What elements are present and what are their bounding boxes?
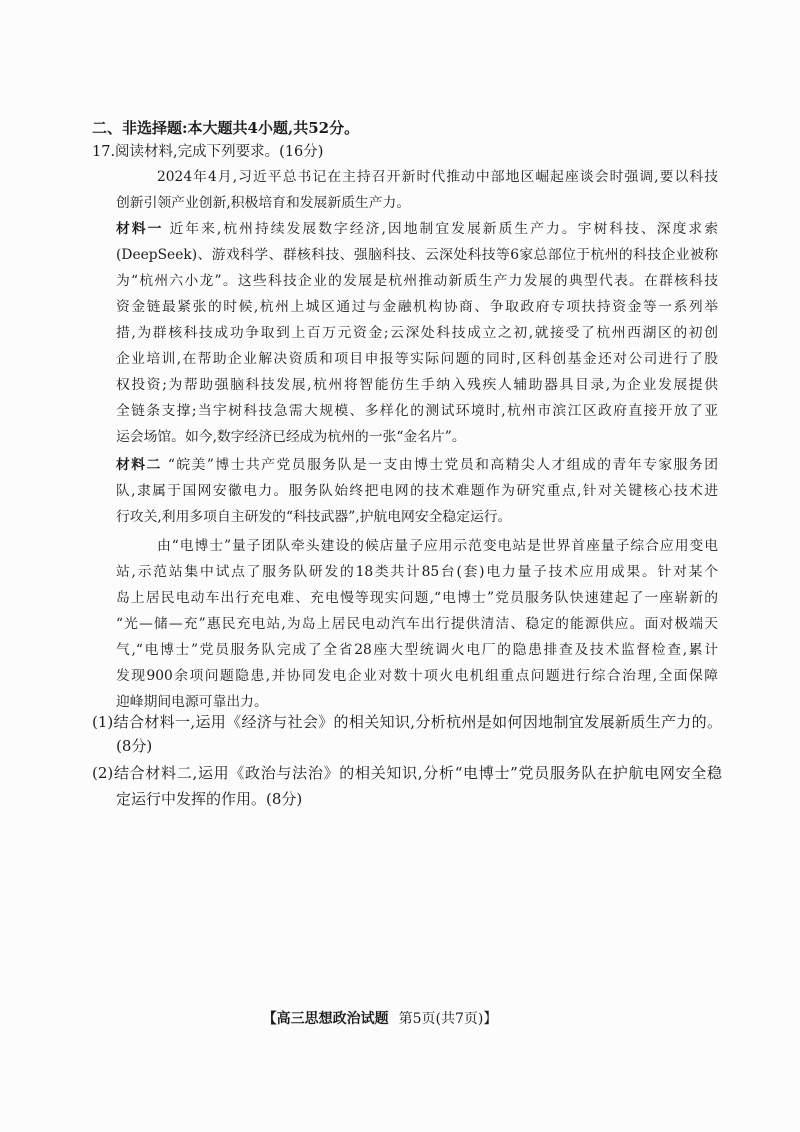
material-2-continuation-paragraph [116, 533, 718, 715]
paragraph-line: 由“电博士”量子团队牵头建设的候店量子应用示范变电站是世界首座量子综合应用变电 [157, 538, 718, 554]
material-2-first-line [116, 452, 718, 478]
paragraph-line: 站,示范站集中试点了服务队研发的18类共计85台(套)电力量子技术应用成果。针对某个 [116, 564, 718, 580]
paragraph-line: 企业培训,在帮助企业解决资质和项目申报等实际问题的同时,区科创基金还对公司进行了股 [116, 351, 718, 367]
material-1-label: 材料一 [116, 221, 164, 237]
paragraph-line: 为“杭州六小龙”。这些科技企业的发展是杭州推动新质生产力发展的典型代表。在群核科技 [116, 273, 718, 289]
paragraph-line: (DeepSeek)、游戏科学、群核科技、强脑科技、云深处科技等6家总部位于杭州的科技企业被称 [116, 247, 718, 263]
subquestion-line: 定运行中发挥的作用。(8分) [116, 790, 303, 808]
material-2-label: 材料二 [116, 457, 162, 473]
paragraph-line: 2024年4月,习近平总书记在主持召开新时代推动中部地区崛起座谈会时强调,要以科技 [157, 169, 718, 185]
paragraph-line: 运会场馆。如今,数字经济已经成为杭州的一张“金名片”。 [116, 429, 466, 445]
paragraph-line-text: 近年来,杭州持续发展数字经济,因地制宜发展新质生产力。宇树科技、深度求索 [169, 221, 718, 237]
paragraph-line: 发现900余项问题隐患,并协同发电企业对数十项火电机组重点问题进行综合治理,全面保障 [116, 668, 718, 684]
intro-paragraph [116, 164, 718, 216]
subquestion-2 [92, 760, 722, 812]
paragraph-line: 气,“电博士”党员服务队完成了全省28座大型统调火电厂的隐患排查及技术监督检查,累计 [116, 642, 718, 658]
subquestion-line: (1)结合材料一,运用《经济与社会》的相关知识,分析杭州是如何因地制宜发展新质生产力的。 [92, 713, 722, 731]
footer-page-info: 第5页(共7页)】 [398, 1011, 498, 1027]
footer-exam-title: 【高三思想政治试题 [262, 1011, 389, 1027]
question-17-stem: 17.阅读材料,完成下列要求。(16分) [92, 144, 324, 160]
paragraph-line: “光—储—充”惠民充电站,为岛上居民电动汽车出行提供清洁、稳定的能源供应。面对极端天 [116, 616, 718, 632]
material-1-first-line [116, 216, 718, 242]
page-footer [0, 1009, 760, 1029]
paragraph-line: 创新引领产业创新,积极培育和发展新质生产力。 [116, 195, 411, 211]
material-2-paragraph [116, 452, 718, 530]
material-1-paragraph [116, 216, 718, 450]
paragraph-line: 资金链最紧张的时候,杭州上城区通过与金融机构协商、争取政府专项扶持资金等一系列举 [116, 299, 718, 315]
paragraph-line: 行攻关,利用多项自主研发的“科技武器”,护航电网安全稳定运行。 [116, 509, 512, 525]
paragraph-line: 迎峰期间电源可靠出力。 [116, 694, 268, 710]
paragraph-line: 全链条支撑;当宇树科技急需大规模、多样化的测试环境时,杭州市滨江区政府直接开放了亚 [116, 403, 718, 419]
subquestion-score: (8分) [116, 737, 153, 755]
paragraph-line-text: “皖美”博士共产党员服务队是一支由博士党员和高精尖人才组成的青年专家服务团 [167, 457, 719, 473]
subquestion-line: (2)结合材料二,运用《政治与法治》的相关知识,分析“电博士”党员服务队在护航电网安全稳 [92, 764, 722, 782]
section-heading: 二、非选择题:本大题共4小题,共52分。 [92, 119, 360, 137]
paragraph-line: 岛上居民电动车出行充电难、充电慢等现实问题,“电博士”党员服务队快速建起了一座崭新的 [116, 590, 718, 606]
subquestion-1 [92, 710, 722, 758]
paragraph-line: 措,为群核科技成功争取到上百万元资金;云深处科技成立之初,就接受了杭州西湖区的初创 [116, 325, 718, 341]
paragraph-line: 权投资;为帮助强脑科技发展,杭州将智能仿生手纳入残疾人辅助器具目录,为企业发展提供 [116, 377, 718, 393]
paragraph-line: 队,隶属于国网安徽电力。服务队始终把电网的技术难题作为研究重点,针对关键核心技术进 [116, 483, 718, 499]
